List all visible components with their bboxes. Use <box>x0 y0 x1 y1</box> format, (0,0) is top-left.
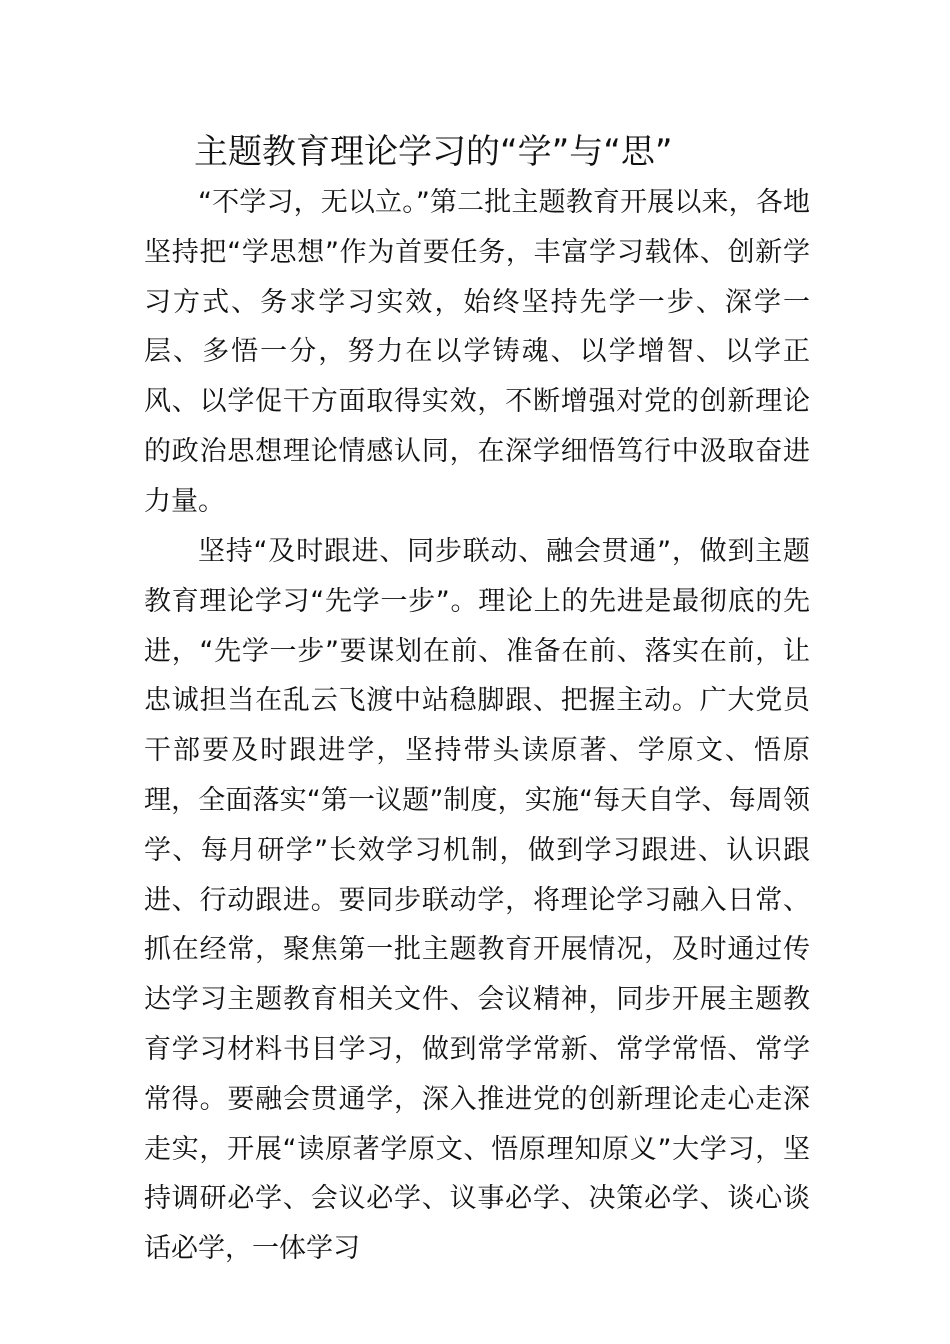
paragraph-2: 坚持“及时跟进、同步联动、融会贯通”，做到主题教育理论学习“先学一步”。理论上的先进是最彻底的先进，“先学一步”要谋划在前、准备在前、落实在前，让忠诚担当在乱云飞渡中站稳脚跟、把握主动。广大党员干部要及时跟进学，坚持带头读原著、学原文、悟原理，全面落实“第一议题”制度，实施“每天自学、每周领学、每月研学”长效学习机制，做到学习跟进、认识跟进、行动跟进。要同步联动学，将理论学习融入日常、抓在经常，聚焦第一批主题教育开展情况，及时通过传达学习主题教育相关文件、会议精神，同步开展主题教育学习材料书目学习，做到常学常新、常学常悟、常学常得。要融会贯通学，深入推进党的创新理论走心走深走实，开展“读原著学原文、悟原理知原义”大学习，坚持调研必学、会议必学、议事必学、决策必学、谈心谈话必学，一体学习 <box>144 536 810 1265</box>
paragraph-1: “不学习，无以立。”第二批主题教育开展以来，各地坚持把“学思想”作为首要任务，丰富学习载体、创新学习方式、务求学习实效，始终坚持先学一步、深学一层、多悟一分，努力在以学铸魂、以学增智、以学正风、以学促干方面取得实效，不断增强对党的创新理论的政治思想理论情感认同，在深学细悟笃行中汲取奋进力量。 <box>144 187 810 517</box>
document-title: 主题教育理论学习的“学”与“思” <box>194 132 673 172</box>
